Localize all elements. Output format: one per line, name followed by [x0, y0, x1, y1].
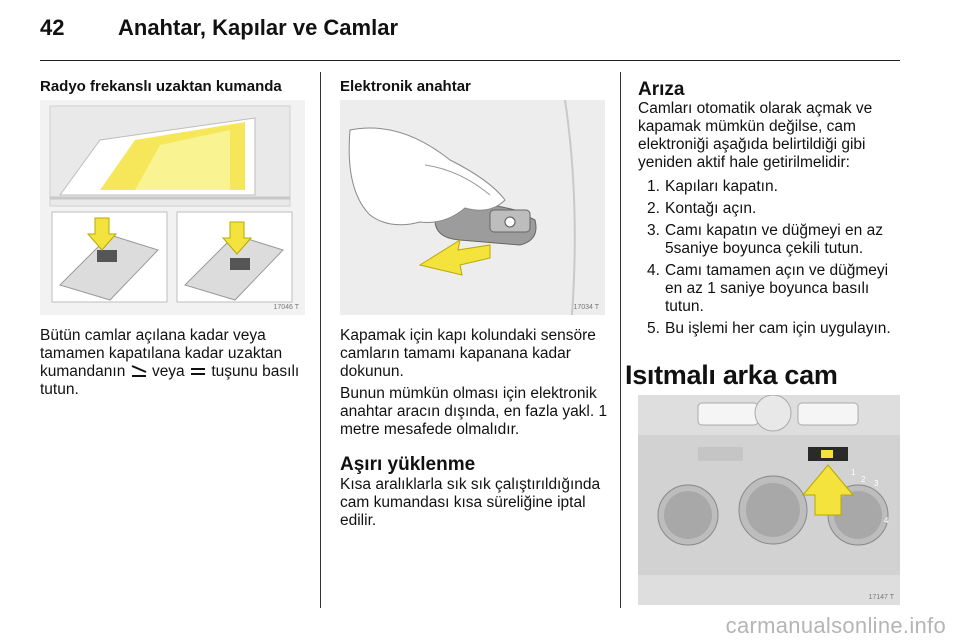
header-rule [40, 60, 900, 61]
remote-line-3c: tuşunu basılı [211, 363, 300, 380]
remote-figure [40, 100, 305, 315]
fault-intro: Camları otomatik olarak açmak ve kapamak mümkün değilse, cam elektroniği aşağıda belirtildiği gibi yeniden aktif hale getirilmelidir: [638, 100, 873, 171]
dial-label-3: 3 [874, 479, 879, 488]
climate-panel-figure [638, 395, 900, 605]
electronic-key-heading: Elektronik anahtar [340, 78, 471, 95]
unlock-button-icon [130, 364, 148, 378]
step-item: 3. Camı kapatın ve düğmeyi en az 5saniye boyunca çekili tutun. [647, 222, 883, 257]
figure-code: 17147 T [868, 594, 894, 601]
lock-button-icon [189, 364, 207, 378]
climate-panel-illustration [638, 395, 900, 605]
column-divider-2 [620, 72, 621, 608]
electronic-key-paragraph-2: Bunun mümkün olması için elektronik anahtar aracın dışında, en fazla yakl. 1 metre mesafede olmalıdır. [340, 385, 608, 438]
door-handle-illustration [340, 100, 605, 315]
overload-paragraph: Kısa aralıklarla sık sık çalıştırıldığında cam kumandası kısa süreliğine iptal edilir. [340, 476, 601, 529]
dial-label-4: 4 [884, 516, 889, 525]
column-divider-1 [320, 72, 321, 608]
remote-line-2: tamamen kapatılana kadar uzaktan [40, 345, 283, 362]
figure-code: 17034 T [573, 304, 599, 311]
page-number: 42 [40, 15, 65, 40]
step-item: 5. Bu işlemi her cam için uygulayın. [647, 320, 891, 337]
remote-line-3 [40, 363, 315, 381]
door-handle-figure [340, 100, 605, 315]
step-item: 1. Kapıları kapatın. [647, 178, 778, 195]
step-item: 2. Kontağı açın. [647, 200, 757, 217]
remote-line-4: tutun. [40, 381, 79, 398]
watermark: carmanualsonline.info [725, 613, 946, 638]
remote-line-1: Bütün camlar açılana kadar veya [40, 327, 266, 344]
electronic-key-paragraph-1: Kapamak için kapı kolundaki sensöre camların tamamı kapanana kadar dokunun. [340, 327, 596, 380]
chapter-title: Anahtar, Kapılar ve Camlar [118, 15, 399, 40]
fault-steps [638, 178, 900, 342]
dial-label-1: 1 [851, 468, 856, 477]
fault-heading: Arıza [638, 79, 685, 100]
remote-illustration [40, 100, 305, 315]
remote-heading: Radyo frekanslı uzaktan kumanda [40, 78, 282, 95]
remote-paragraph [40, 327, 315, 399]
overload-heading: Aşırı yüklenme [340, 454, 476, 475]
heated-rear-window-heading: Isıtmalı arka cam [625, 360, 838, 390]
remote-line-3a: kumandanın [40, 363, 126, 380]
step-item: 4. Camı tamamen açın ve düğmeyi en az 1 saniye boyunca basılı tutun. [647, 262, 889, 315]
dial-label-2: 2 [861, 475, 866, 484]
figure-code: 17046 T [273, 304, 299, 311]
remote-line-3b: veya [151, 363, 185, 380]
